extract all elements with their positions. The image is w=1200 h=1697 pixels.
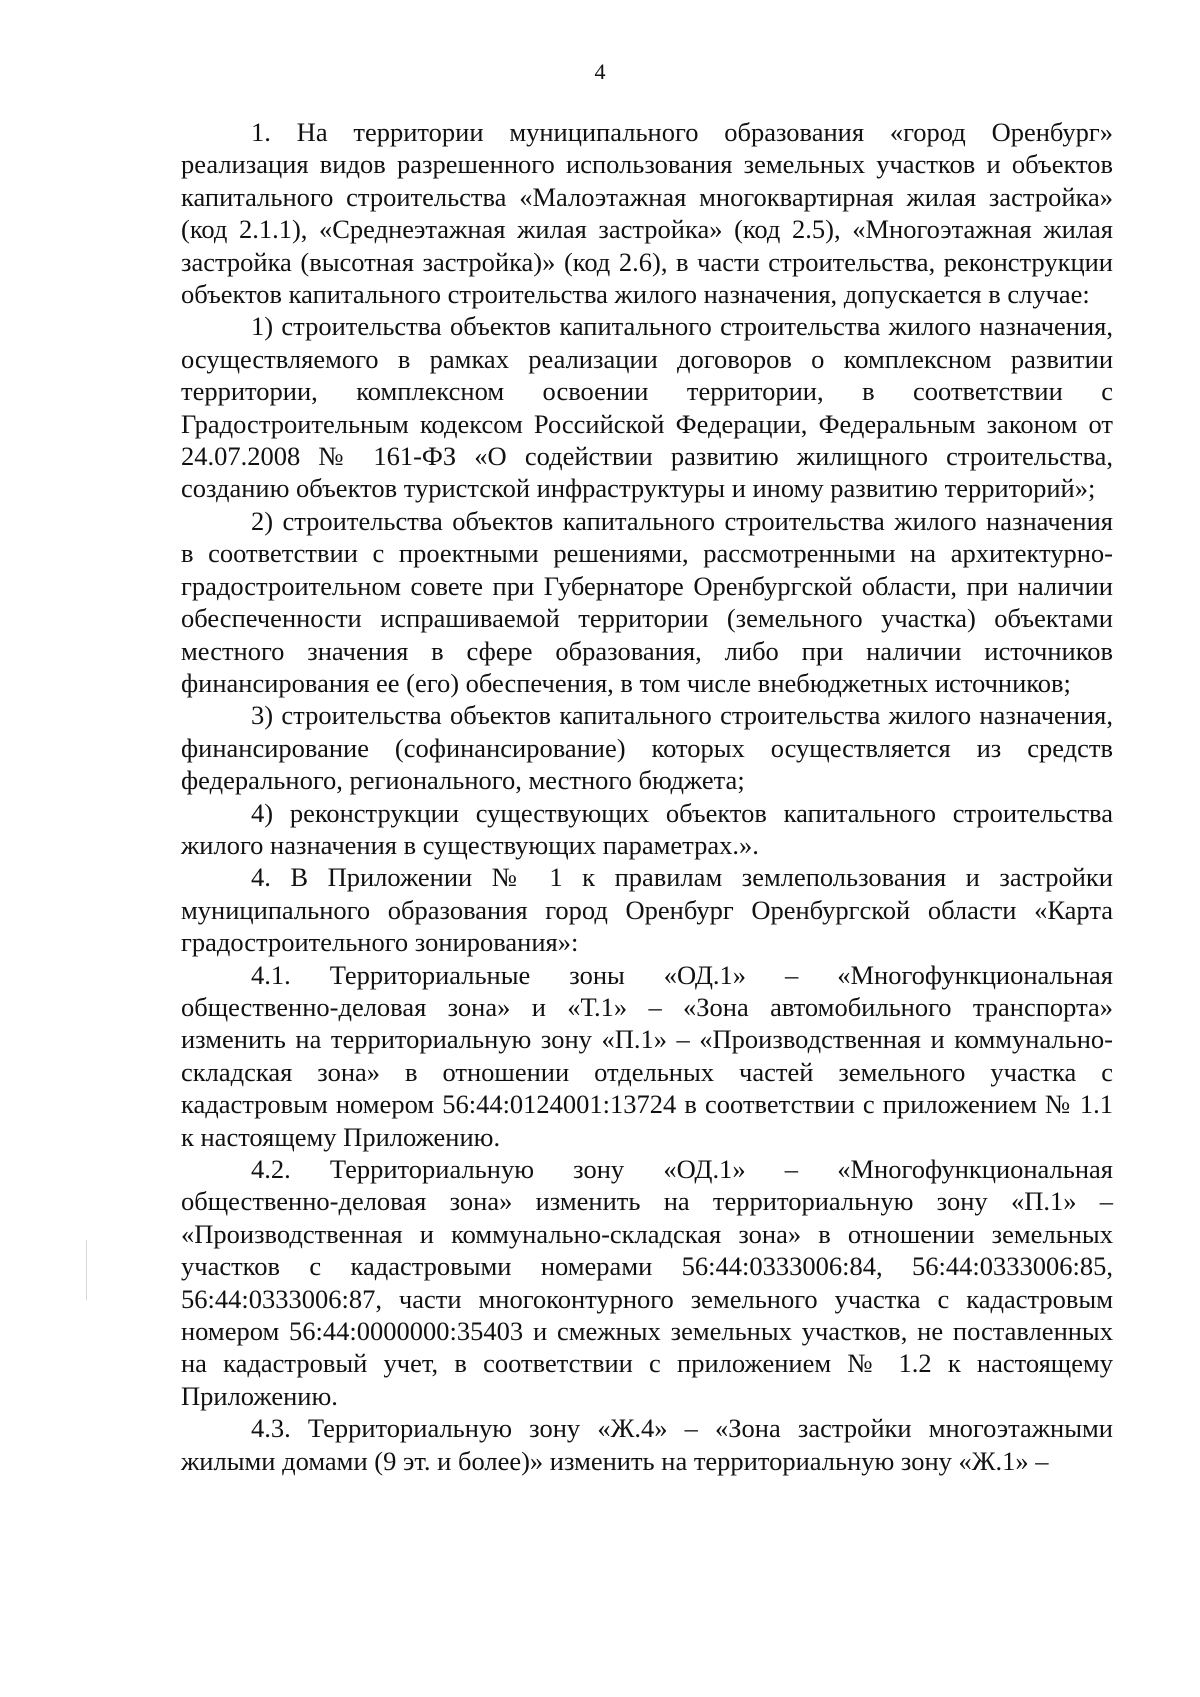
paragraph-item-2-architectural-council: 2) строительства объектов капитального строительства жилого назначения в соответствии с проектными решениями, рассмотренными на архитектурно-градостроительном совете при Губернаторе Оренбургской области, при наличии обеспеченности испрашиваемой территории (земельного участка) объектами местного значения в сфере образования, либо при наличии источников финансирования ее (его) обеспечения, в том числе внебюджетных источников; [181, 505, 1113, 698]
paragraph-4-2-zone-change: 4.2. Территориальную зону «ОД.1» – «Многофункциональная общественно-деловая зона» изменить на территориальную зону «П.1» – «Производственная и коммунально-складская зона» в отношении земельных участков с кадастровыми номерами 56:44:0333006:84, 56:44:0333006:85, 56:44:0333006:87, части многоконтурного земельного участка с кадастровым номером 56:44:0000000:35403 и смежных земельных участков, не поставленных на кадастровый учет, в соответствии с приложением № 1.2 к настоящему Приложению. [181, 1154, 1113, 1411]
paragraph-item-1-complex-development: 1) строительства объектов капитального строительства жилого назначения, осуществляемого в рамках реализации договоров о комплексном развитии территории, комплексном освоении территории, в соответствии с Градостроительным кодексом Российской Федерации, Федеральным законом от 24.07.2008 № 161-ФЗ «О содействии развитию жилищного строительства, созданию объектов туристской инфраструктуры и иному развитию территорий»; [181, 311, 1113, 504]
document-body [181, 116, 1113, 1477]
paragraph-1-residential-development: 1. На территории муниципального образования «город Оренбург» реализация видов разрешенного использования земельных участков и объектов капитального строительства «Малоэтажная многоквартирная жилая застройка» (код 2.1.1), «Среднеэтажная жилая застройка» (код 2.5), «Многоэтажная жилая застройка (высотная застройка)» (код 2.6), в части строительства, реконструкции объектов капитального строительства жилого назначения, допускается в случае: [181, 117, 1113, 310]
paragraph-4-3-zone-change: 4.3. Территориальную зону «Ж.4» – «Зона застройки многоэтажными жилыми домами (9 эт. и более)» изменить на территориальную зону «Ж.1» – [181, 1413, 1113, 1476]
paragraph-item-3-budget-financing: 3) строительства объектов капитального строительства жилого назначения, финансирование (софинансирование) которых осуществляется из средств федерального, регионального, местного бюджета; [181, 700, 1113, 796]
paragraph-4-zoning-map: 4. В Приложении № 1 к правилам землепользования и застройки муниципального образования город Оренбург Оренбургской области «Карта градостроительного зонирования»: [181, 862, 1113, 958]
scan-margin-mark [86, 1240, 87, 1300]
paragraph-4-1-zone-change: 4.1. Территориальные зоны «ОД.1» – «Многофункциональная общественно-деловая зона» и «Т.1» – «Зона автомобильного транспорта» изменить на территориальную зону «П.1» – «Производственная и коммунально-складская зона» в отношении отдельных частей земельного участка с кадастровым номером 56:44:0124001:13724 в соответствии с приложением № 1.1 к настоящему Приложению. [181, 959, 1113, 1152]
paragraph-item-4-reconstruction: 4) реконструкции существующих объектов капитального строительства жилого назначения в существующих параметрах.». [181, 797, 1113, 860]
page-number: 4 [594, 59, 606, 84]
